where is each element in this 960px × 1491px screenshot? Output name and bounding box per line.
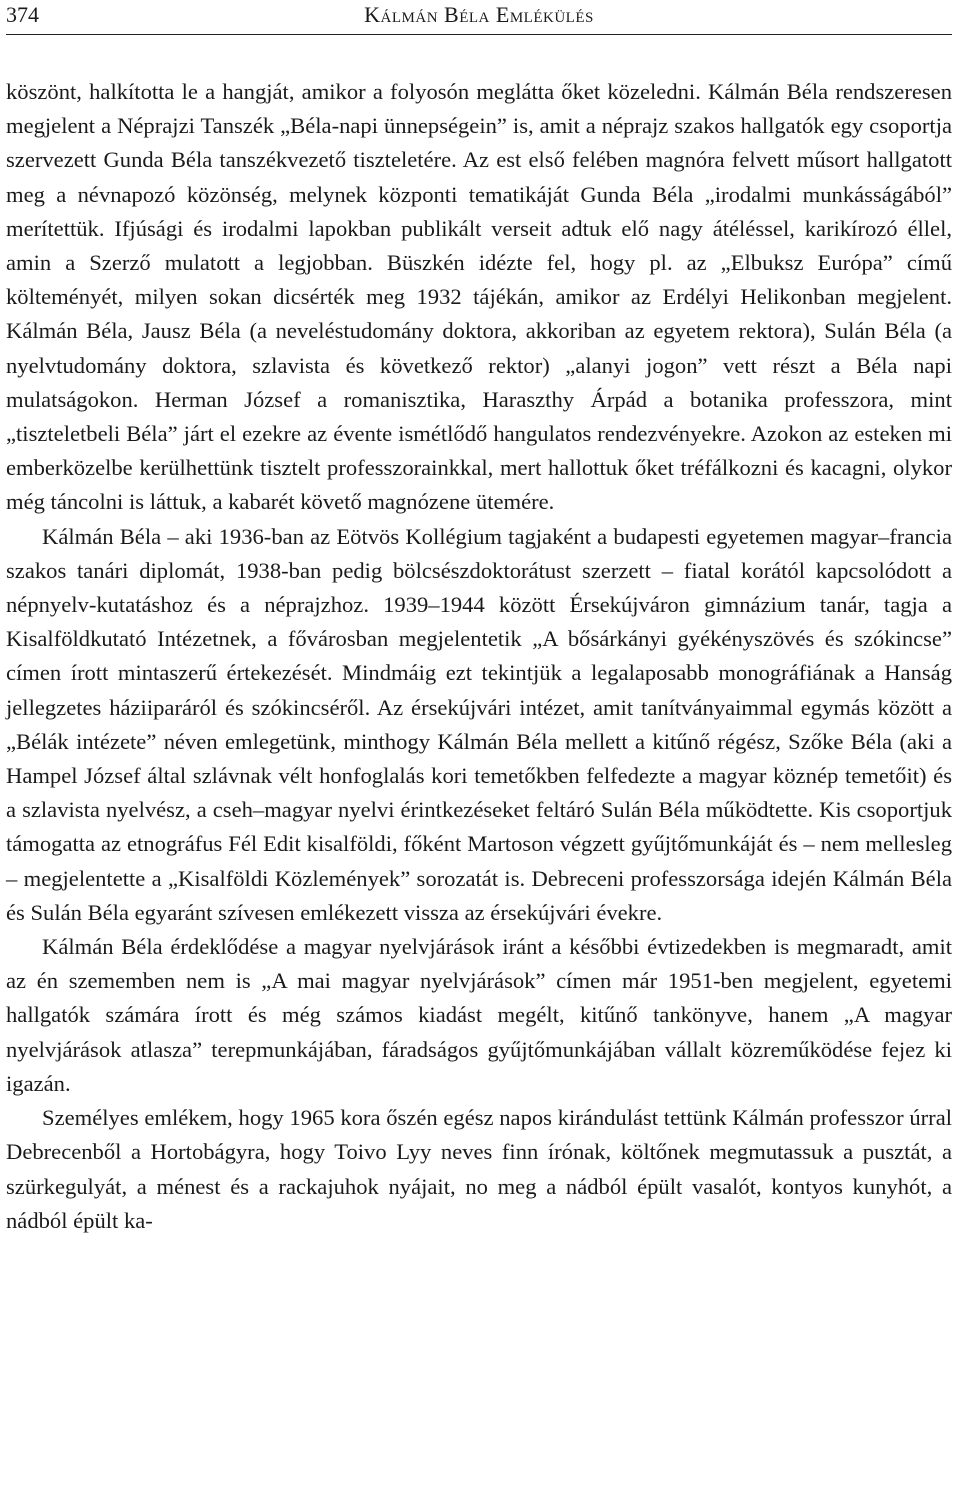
paragraph: Személyes emlékem, hogy 1965 kora őszén egész napos kirándulást tettünk Kálmán professzor úrral Debrecenből a Hortobágyra, hogy Toivo Lyy neves finn írónak, költőnek megmutassuk a pusztát, a szürkegulyát, a ménest és a rackajuhok nyájait, no meg a nádból épült vasalót, kontyos kunyhót, a nádból épült ka- [6,1105,952,1233]
page-number: 374 [6,2,39,27]
running-title: Kálmán Béla Emlékülés [364,2,594,27]
paragraph: köszönt, halkította le a hangját, amikor a folyosón meglátta őket közeledni. Kálmán Béla rendszeresen megjelent a Néprajzi Tanszék „Béla-napi ünnepségein” is, amit a néprajz szakos hallgatók egy csoportja szervezett Gunda Béla tanszékvezető tiszteletére. Az est első felében magnóra felvett műsort hallgatott meg a névnapozó közönség, melynek központi tematikáját Gunda Béla „irodalmi munkásságából” merítettük. Ifjúsági és irodalmi lapokban publikált verseit adtuk elő nagy átéléssel, karikírozó éllel, amin a Szerző mulatott a legjobban. Büszkén idézte fel, hogy pl. az „Elbuksz Európa” című költeményét, milyen sokan dicsérték meg 1932 tájékán, amikor az Erdélyi Helikonban megjelent. Kálmán Béla, Jausz Béla (a neveléstudomány doktora, akkoriban az egyetem rektora), Sulán Béla (a nyelvtudomány doktora, szlavista és következő rektor) „alanyi jogon” vett részt a Béla napi mulatságokon. Herman József a romanisztika, Haraszthy Árpád a botanika professzora, mint „tiszteletbeli Béla” járt el ezekre az évente ismétlődő hangulatos rendezvényekre. Azokon az esteken mi emberközelbe kerülhettünk tisztelt professzorainkkal, mert hallottuk őket tréfálkozni és kacagni, olykor még táncolni is láttuk, a kabarét követő magnózene ütemére. [6,79,952,515]
paragraph: Kálmán Béla – aki 1936-ban az Eötvös Kollégium tagjaként a budapesti egyetemen magyar–francia szakos tanári diplomát, 1938-ban pedig bölcsészdoktorátust szerzett – fiatal korától kapcsolódott a népnyelv-kutatáshoz és a néprajzhoz. 1939–1944 között Érsekújváron gimnázium tanár, tagja a Kisalföldkutató Intézetnek, a fővárosban megjelentetik „A bősárkányi gyékényszövés és szókincse” címen írott mintaszerű értekezését. Mindmáig ezt tekintjük a legalaposabb monográfiának a Hanság jellegzetes háziiparáról és szókincséről. Az érsekújvári intézet, amit tanítványaimmal egymás között a „Bélák intézete” néven emlegetünk, minthogy Kálmán Béla mellett a kitűnő régész, Szőke Béla (aki a Hampel József által szlávnak vélt honfoglalás kori temetőkben felfedezte a magyar köznép temetőit) és a szlavista nyelvész, a cseh–magyar nyelvi érintkezéseket feltáró Sulán Béla működtette. Kis csoportjuk támogatta az etnográfus Fél Edit kisalföldi, főként Martoson végzett gyűjtőmunkáját és – nem mellesleg – megjelentette a „Kisalföldi Közlemények” sorozatát is. Debreceni professzorsága idején Kálmán Béla és Sulán Béla egyaránt szívesen emlékezett vissza az érsekújvári évekre. [6,523,952,925]
book-page [6,0,952,1238]
page-header [6,0,952,35]
body-text [6,75,952,1238]
paragraph: Kálmán Béla érdeklődése a magyar nyelvjárások iránt a későbbi évtizedekben is megmaradt, amit az én szememben nem is „A mai magyar nyelvjárások” címen már 1951-ben megjelent, egyetemi hallgatók számára írott és még számos kiadást megélt, kitűnő tankönyve, hanem „A magyar nyelvjárások atlasza” terepmunkájában, fáradságos gyűjtőmunkájában vállalt közreműködése fejez ki igazán. [6,934,952,1096]
